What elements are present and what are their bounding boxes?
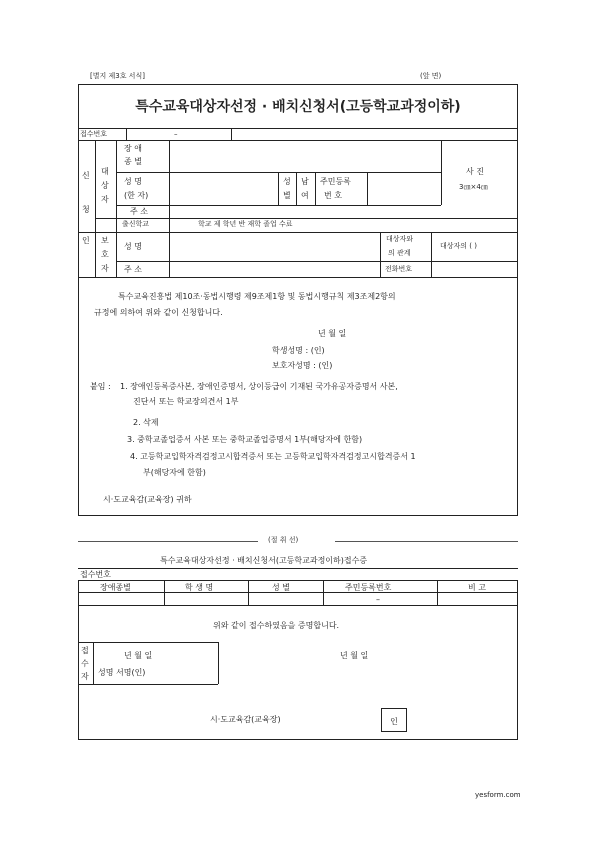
seal-label: 인 [390,717,398,726]
page-side-label: (앞 면) [420,72,442,80]
guardian-address-field[interactable] [171,263,378,276]
receiver-name-signature[interactable]: 성명 서명(인) [98,668,146,677]
applicant-label-1: 신 [82,171,90,180]
applicant-name-hanja-label: (한 자) [124,191,149,200]
student-signature[interactable]: 학생성명 : (인) [272,346,325,355]
disability-type-label: 장 애 [124,144,142,153]
photo-label: 사 진 [466,167,484,176]
receipt-date[interactable]: 년 월 일 [340,651,369,660]
disability-type-label-2: 종 별 [124,157,142,166]
attachment-label: 붙임 : [90,382,111,391]
col-student-name: 학 생 명 [185,583,214,592]
body-paragraph-2: 규정에 의하여 위와 같이 신청합니다. [94,308,223,317]
school-status-line[interactable]: 학교 제 학년 반 재학 졸업 수료 [198,220,293,228]
target-label-3: 자 [101,195,109,204]
receiver-label-2: 수 [81,659,89,668]
receipt-title: 특수교육대상자선정 · 배치신청서(고등학교과정이하)접수증 [160,556,368,565]
relation-value[interactable]: 대상자의 ( ) [440,242,477,250]
relation-label-2: 의 관계 [388,249,411,257]
col-disability-type: 장애종별 [100,583,131,592]
gender-label-1: 성 [283,177,291,186]
disability-type-field[interactable] [171,142,439,170]
addressee: 시·도교육감(교육장) 귀하 [103,495,192,504]
receipt-statement: 위와 같이 접수하였음을 증명합니다. [213,621,340,630]
receipt-authority: 시·도교육감(교육장) [210,715,281,724]
body-paragraph-1: 특수교육진흥법 제10조·동법시행령 제9조제1항 및 동법시행규칙 제3조제2항의 [118,292,396,301]
guardian-signature[interactable]: 보호자성명 : (인) [272,361,333,370]
applicant-address-field[interactable] [171,207,516,217]
school-label: 출신학교 [122,220,150,228]
applicant-label-2: 청 [82,205,90,214]
phone-label: 전화번호 [385,265,413,273]
attachment-1-cont: 진단서 또는 학교장의견서 1부 [133,397,239,406]
target-label-2: 상 [101,181,109,190]
rrn-field[interactable] [369,174,439,204]
guardian-address-label: 주 소 [124,265,142,274]
guardian-name-label: 성 명 [124,242,142,251]
gender-female-option[interactable]: 여 [301,191,309,200]
rrn-label-2: 번 호 [324,191,342,200]
attachment-3: 3. 중학교졸업증서 사본 또는 중학교졸업증명서 1부(해당자에 한함) [127,435,363,444]
form-code: [별지 제3호 서식] [90,72,145,80]
receiver-label-1: 접 [81,646,89,655]
guardian-label-1: 보 [101,236,109,245]
rrn-label: 주민등록 [320,177,351,186]
receiver-date[interactable]: 년 월 일 [124,651,153,660]
attachment-2: 2. 삭제 [133,418,159,427]
gender-label-2: 별 [283,191,291,200]
receiver-label-3: 자 [81,672,89,681]
receipt-number-label: 접수번호 [80,130,108,138]
attachment-1: 1. 장애인등록증사본, 장애인증명서, 상이등급이 기재된 국가유공자증명서 사본, [120,382,398,391]
applicant-name-label: 성 명 [124,177,142,186]
col-gender: 성 별 [272,583,290,592]
attachment-4-cont: 부(해당자에 한함) [143,468,206,477]
receipt-number-value: – [174,130,178,138]
applicant-label-3: 인 [82,236,90,245]
photo-size-label: 3㎝×4㎝ [459,183,488,191]
receipt-frame [78,580,518,740]
receipt-receipt-number-label: 접수번호 [80,570,111,579]
receipt-rrn-value: – [376,595,380,604]
col-rrn: 주민등록번호 [345,583,392,592]
applicant-address-label: 주 소 [130,207,148,216]
relation-label: 대상자와 [386,235,414,243]
guardian-label-2: 호 [101,250,109,259]
footer-site: yesform.com [475,791,521,799]
application-date[interactable]: 년 월 일 [318,329,347,338]
form-title: 특수교육대상자선정 · 배치신청서(고등학교과정이하) [135,99,461,115]
attachment-4: 4. 고등학교입학자격검정고시합격증서 또는 고등학교입학자격검정고시합격증서 1 [130,452,416,461]
target-label-1: 대 [101,167,109,176]
gender-male-option[interactable]: 남 [301,177,309,186]
official-seal-box [381,708,407,732]
guardian-label-3: 자 [101,264,109,273]
col-note: 비 고 [468,583,486,592]
guardian-name-field[interactable] [171,234,378,260]
applicant-name-field[interactable] [171,174,276,204]
cut-line-label: (절 취 선) [268,536,299,544]
phone-field[interactable] [433,263,516,276]
